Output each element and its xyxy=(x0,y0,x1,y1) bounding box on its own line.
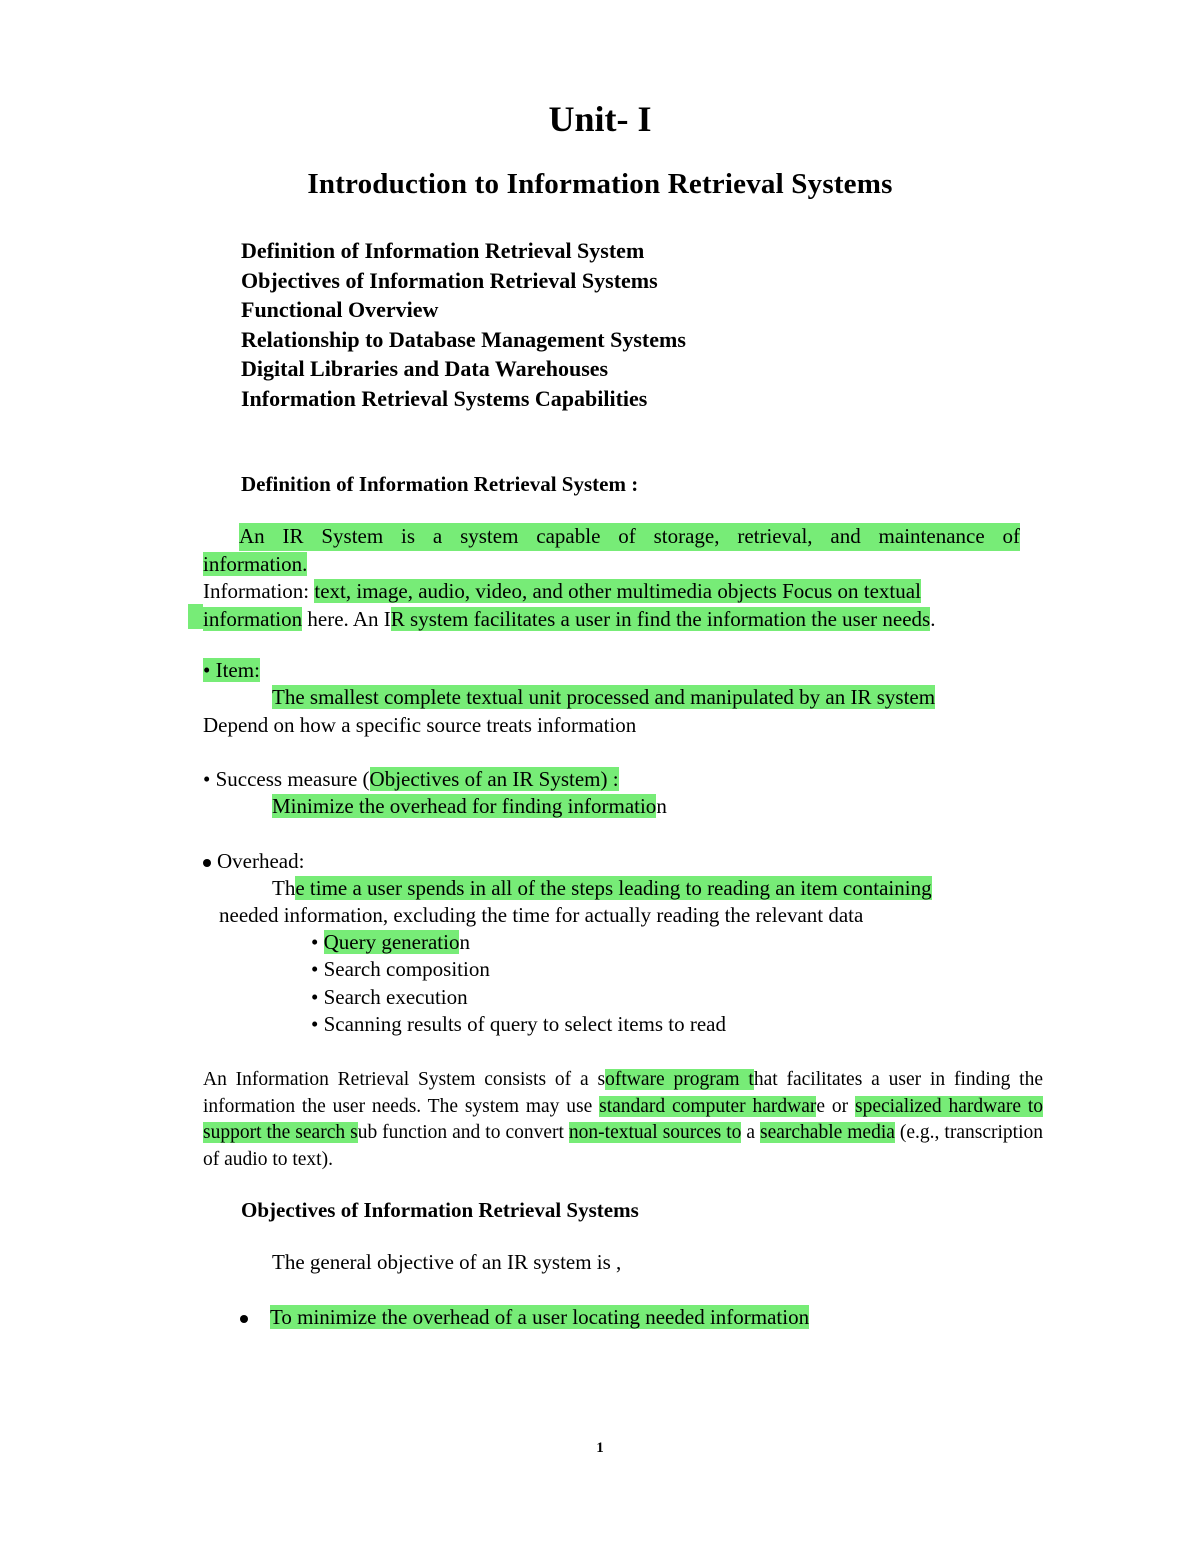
unit-title: Unit- I xyxy=(548,99,652,139)
toc-item: Information Retrieval Systems Capabilities xyxy=(241,385,648,411)
toc-item: Objectives of Information Retrieval Systems xyxy=(241,267,658,293)
item-label: • Item: xyxy=(203,658,260,682)
list-item: • Scanning results of query to select items to read xyxy=(311,1012,727,1036)
success-detail: Minimize the overhead for finding information xyxy=(272,794,667,818)
toc-item: Functional Overview xyxy=(241,297,439,323)
objectives-bullet: To minimize the overhead of a user locating needed information xyxy=(240,1305,809,1330)
list-item: • Query generation xyxy=(311,930,470,954)
bullet-icon xyxy=(203,859,211,867)
definition-text: here. An I xyxy=(302,606,391,631)
success-measure: • Success measure (Objectives of an IR System) : xyxy=(203,767,619,791)
highlighted-text: R system facilitates a user in find the information the user needs xyxy=(390,606,931,631)
overhead-label: Overhead: xyxy=(203,849,304,874)
definition-text: . xyxy=(930,606,936,631)
overhead-definition: The time a user spends in all of the steps leading to reading an item containing xyxy=(272,876,932,900)
toc-item: Relationship to Database Management Systems xyxy=(241,326,686,352)
highlighted-text: text, image, audio, video, and other multimedia objects Focus on textual xyxy=(314,579,921,603)
item-note: Depend on how a specific source treats information xyxy=(203,713,637,737)
definition-line: information. xyxy=(203,551,308,576)
page-title: Introduction to Information Retrieval Systems xyxy=(307,168,893,200)
highlight-mark xyxy=(188,604,203,629)
system-paragraph: An Information Retrieval System consists of a software program that facilitates a user in finding the information the user needs. The system may use standard computer hardware or specialized hardware to support the search sub function and to convert non-textual sources to a searchable media (e.g., transcription of audio to text). xyxy=(203,1069,1044,1170)
table-of-contents xyxy=(241,236,686,414)
objectives-heading: Objectives of Information Retrieval Systems xyxy=(241,1198,639,1222)
toc-item: Definition of Information Retrieval System xyxy=(241,238,645,263)
item-definition: The smallest complete textual unit processed and manipulated by an IR system xyxy=(272,685,936,709)
definition-line: An IR System is a system capable of storage, retrieval, and maintenance of xyxy=(239,523,1020,551)
toc-item: Digital Libraries and Data Warehouses xyxy=(241,356,609,382)
list-item: • Search execution xyxy=(311,985,468,1009)
definition-text: Information: xyxy=(203,579,315,603)
list-item: • Search composition xyxy=(311,957,490,981)
overhead-definition-cont: needed information, excluding the time for actually reading the relevant data xyxy=(219,903,864,927)
definition-heading: Definition of Information Retrieval System : xyxy=(241,472,639,496)
highlighted-text: information xyxy=(203,606,303,631)
page-number: 1 xyxy=(596,1440,604,1456)
bullet-icon xyxy=(240,1315,248,1323)
objectives-intro: The general objective of an IR system is , xyxy=(272,1250,622,1274)
definition-paragraph xyxy=(203,523,1020,633)
